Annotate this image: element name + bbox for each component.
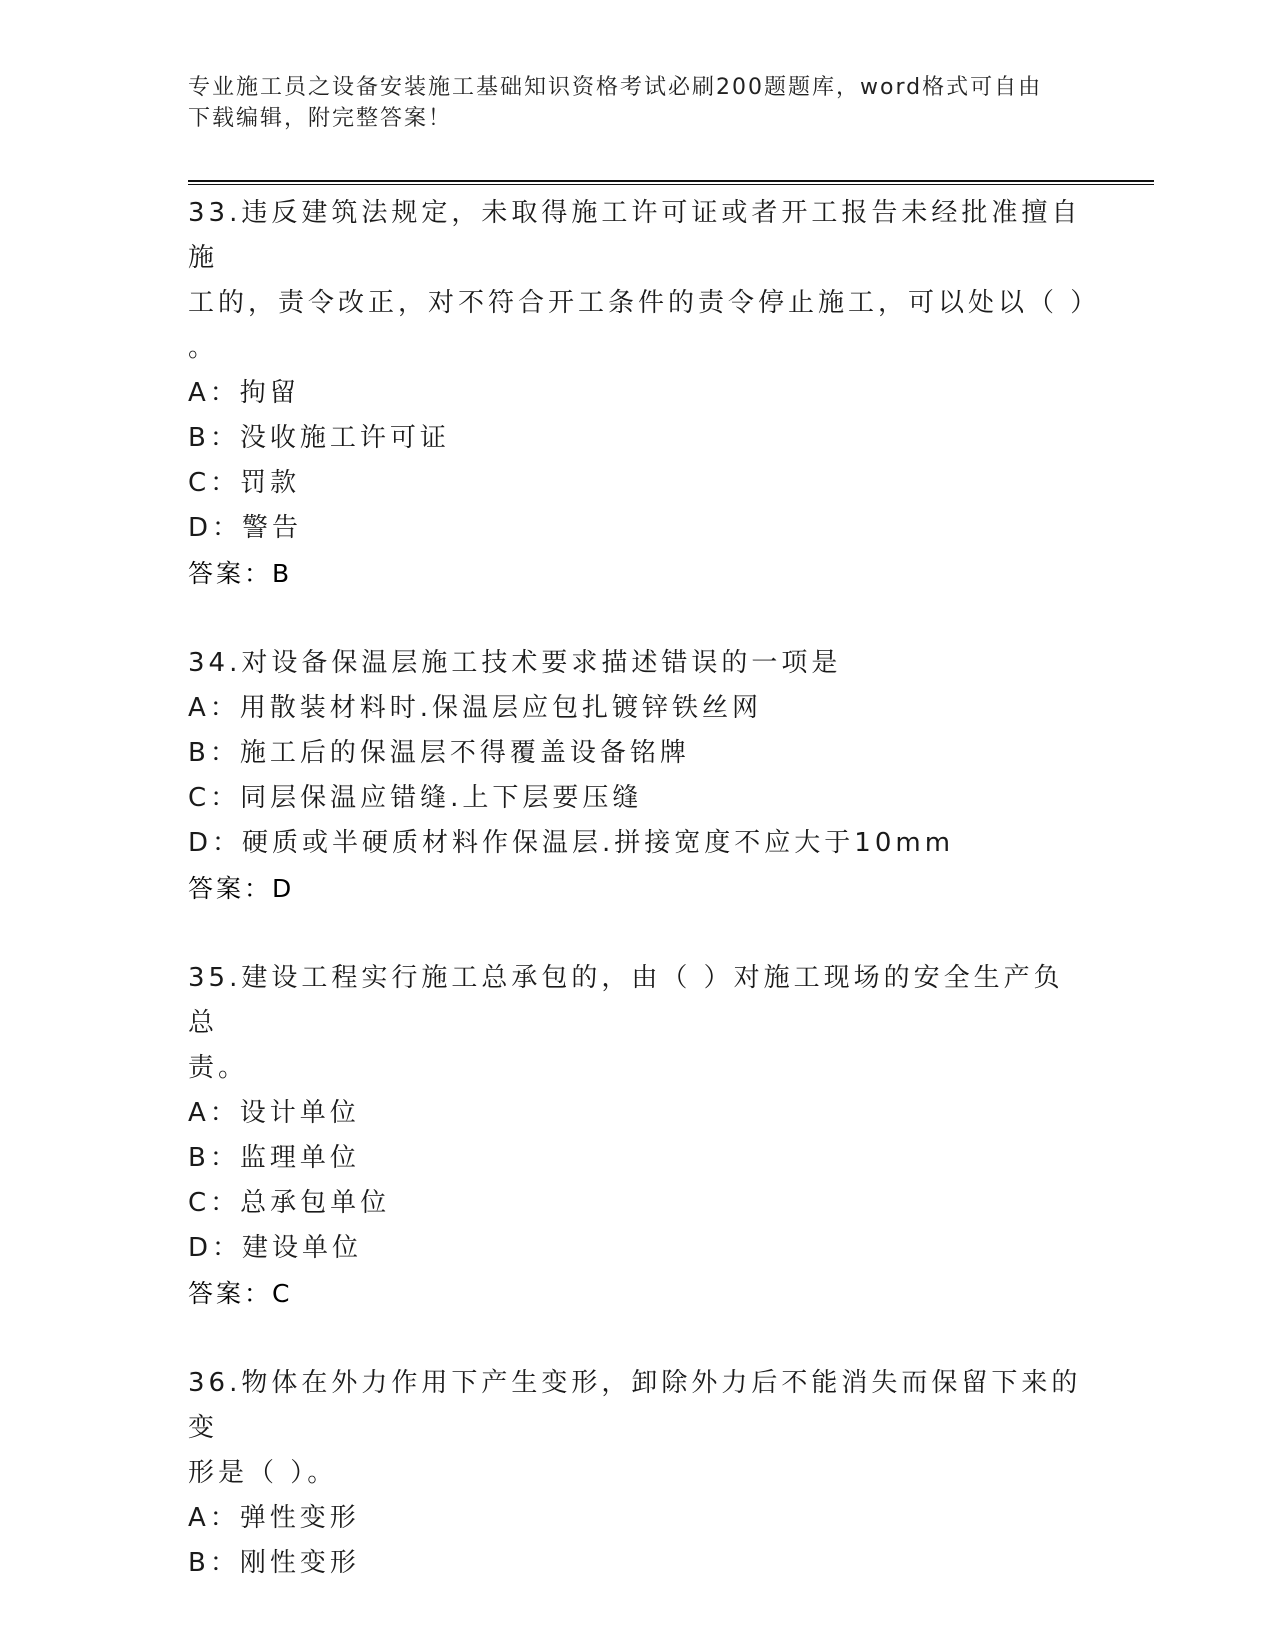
answer-label: 答案：D (188, 874, 295, 903)
question-spacer (188, 1316, 1088, 1361)
question-stem-line: 形是（ ）。 (188, 1458, 338, 1488)
question-stem-line: 工的，责令改正，对不符合开工条件的责令停止施工，可以处以（ ） (188, 288, 1101, 318)
document-header (188, 72, 1088, 134)
option-a: A：用散装材料时.保温层应包扎镀锌铁丝网 (188, 693, 763, 723)
question-stem-line: 责。 (188, 1053, 249, 1083)
question-stem-line: 36.物体在外力作用下产生变形，卸除外力后不能消失而保留下来的变 (188, 1368, 1082, 1443)
question-stem-line: 。 (188, 333, 219, 363)
question-list (188, 191, 1101, 1586)
option-d: D：建设单位 (188, 1233, 363, 1263)
header-rule-thin (188, 184, 1154, 185)
option-a: A：弹性变形 (188, 1503, 360, 1533)
question-stem-line: 35.建设工程实行施工总承包的，由（ ）对施工现场的安全生产负总 (188, 963, 1064, 1038)
question-spacer (188, 596, 1088, 641)
option-a: A：设计单位 (188, 1098, 360, 1128)
header-rule-thick (188, 180, 1154, 182)
option-b: B：施工后的保温层不得覆盖设备铭牌 (188, 738, 690, 768)
header-line-2: 下载编辑，附完整答案！ (188, 106, 453, 131)
question-33 (188, 191, 1101, 596)
option-d: D：警告 (188, 513, 303, 543)
option-d: D：硬质或半硬质材料作保温层.拼接宽度不应大于10mm (188, 828, 955, 858)
question-35 (188, 956, 1088, 1316)
option-c: C：总承包单位 (188, 1188, 391, 1218)
option-b: B：刚性变形 (188, 1548, 360, 1578)
option-b: B：监理单位 (188, 1143, 360, 1173)
question-36 (188, 1361, 1088, 1586)
question-stem-line: 33.违反建筑法规定，未取得施工许可证或者开工报告未经批准擅自施 (188, 198, 1082, 273)
option-b: B：没收施工许可证 (188, 423, 450, 453)
question-stem-line: 34.对设备保温层施工技术要求描述错误的一项是 (188, 648, 842, 678)
option-c: C：罚款 (188, 468, 301, 498)
question-spacer (188, 911, 1088, 956)
answer-label: 答案：C (188, 1279, 293, 1308)
header-line-1: 专业施工员之设备安装施工基础知识资格考试必刷200题题库，word格式可自由 (188, 75, 1043, 100)
answer-label: 答案：B (188, 559, 293, 588)
option-a: A：拘留 (188, 378, 300, 408)
option-c: C：同层保温应错缝.上下层要压缝 (188, 783, 643, 813)
question-34 (188, 641, 1088, 911)
